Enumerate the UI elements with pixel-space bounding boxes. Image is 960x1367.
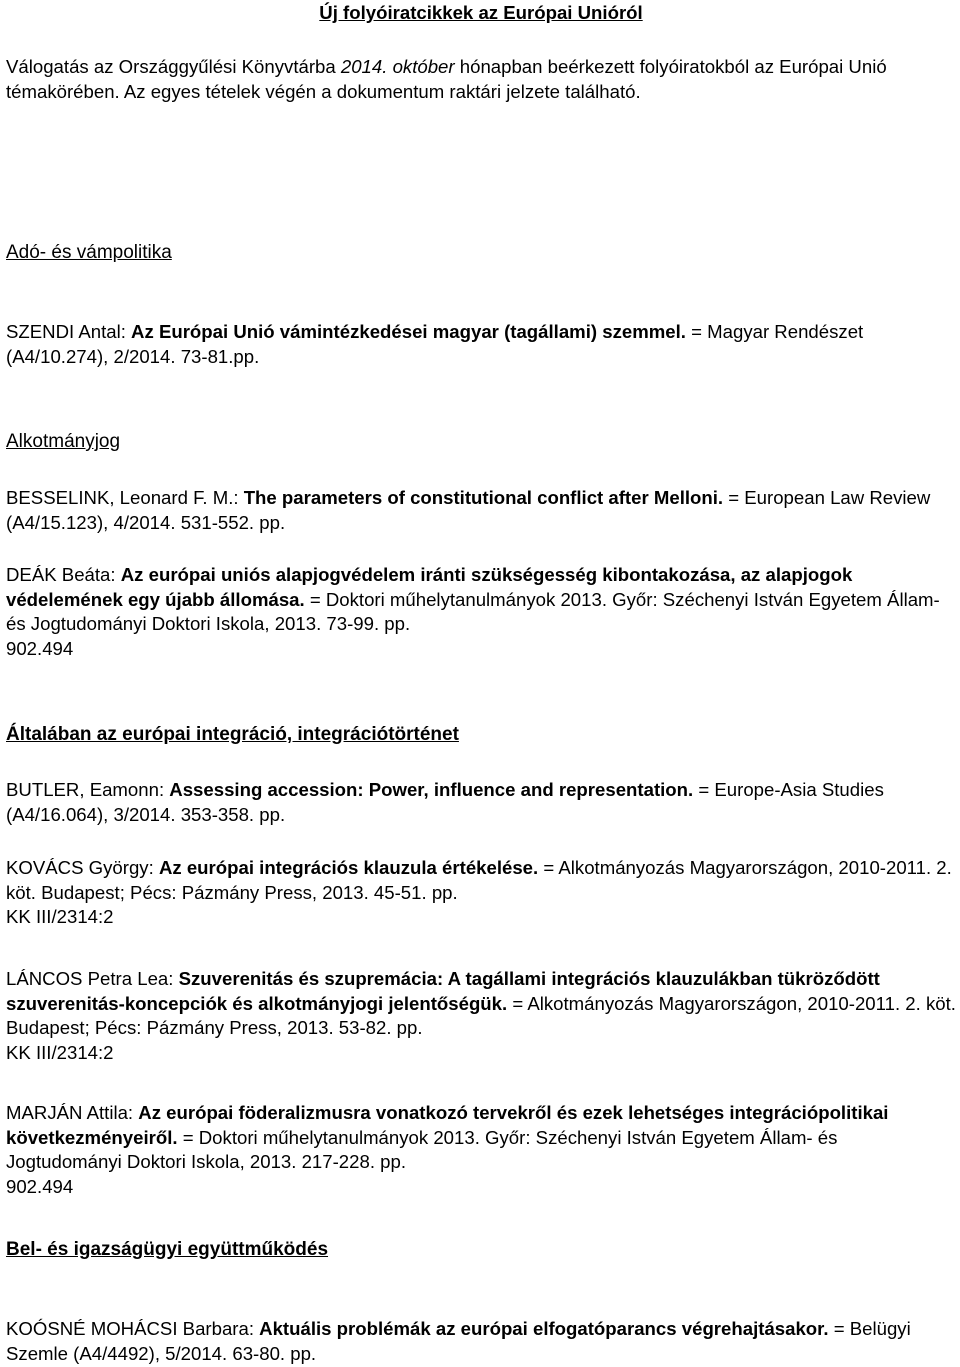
entry-source: = Alkotmányozás Magyarországon, 2010-2011. 2. köt. Budapest; Pécs: Pázmány Press, 2013. 45-51. pp. [6, 857, 952, 903]
entry-source: = Belügyi Szemle (A4/4492), 5/2014. 63-80. pp. [6, 1318, 911, 1364]
entry-title: The parameters of constitutional conflict after Melloni. [243, 487, 724, 508]
entry-title: Assessing accession: Power, influence and representation. [169, 779, 694, 800]
section-heading-alkotmanyjog: Alkotmányjog [6, 431, 121, 452]
entry-call-number: 902.494 [6, 1175, 74, 1197]
entry-call-number: KK III/2314:2 [6, 1041, 114, 1063]
entry-szendi [6, 320, 956, 369]
entry-call-number: KK III/2314:2 [6, 906, 114, 927]
entry-citation [6, 563, 956, 637]
entry-source: = Alkotmányozás Magyarországon, 2010-2011. 2. köt. Budapest; Pécs: Pázmány Press, 2013. 53-82. pp. [6, 992, 956, 1038]
entry-title: Az Európai Unió vámintézkedései magyar (tagállami) szemmel. [131, 321, 686, 342]
entry-title: Az európai uniós alapjogvédelem iránti szükségesség kibontakozása, az alapjogok védelemének egy újabb állomása. [6, 564, 853, 610]
entry-author: BESSELINK, Leonard F. M.: [6, 487, 244, 508]
entry-source: = Magyar Rendészet (A4/10.274), 2/2014. 73-81.pp. [6, 321, 864, 367]
section-heading-bel-igazsagugyi: Bel- és igazságügyi együttműködés [6, 1239, 329, 1260]
entry-title: Az európai föderalizmusra vonatkozó tervekről és ezek lehetséges integrációpolitikai következményeiről. [6, 1102, 889, 1148]
entry-title: Az európai integrációs klauzula értékelése. [158, 857, 539, 878]
intro-period: 2014. október [340, 56, 455, 77]
entry-kovacs [6, 856, 956, 930]
entry-koosne [6, 1317, 956, 1366]
entry-author: SZENDI Antal: [6, 321, 132, 342]
entry-author: LÁNCOS Petra Lea: [6, 968, 179, 989]
page-title: Új folyóiratcikkek az Európai Unióról [319, 2, 643, 23]
entry-citation [6, 856, 956, 905]
entry-citation [6, 967, 956, 1041]
entry-source: = Doktori műhelytanulmányok 2013. Győr: Széchenyi István Egyetem Állam- és Jogtudományi Doktori Iskola, 2013. 73-99. pp. [6, 588, 940, 634]
entry-author: KOVÁCS György: [6, 857, 159, 878]
entry-marjan [6, 1101, 956, 1199]
entry-citation [6, 1101, 956, 1175]
entry-source: = European Law Review (A4/15.123), 4/2014. 531-552. pp. [6, 487, 931, 533]
entry-butler [6, 778, 956, 827]
intro-text-1: Válogatás az Országgyűlési Könyvtárba [6, 56, 341, 77]
intro-paragraph [6, 55, 956, 104]
entry-source: = Doktori műhelytanulmányok 2013. Győr: Széchenyi István Egyetem Állam- és Jogtudományi Doktori Iskola, 2013. 217-228. pp. [6, 1126, 838, 1172]
entry-author: MARJÁN Attila: [6, 1102, 139, 1123]
entry-author: BUTLER, Eamonn: [6, 779, 170, 800]
entry-source: = Europe-Asia Studies (A4/16.064), 3/2014. 353-358. pp. [6, 779, 884, 825]
entry-call-number: 902.494 [6, 637, 74, 659]
intro-text-2: hónapban beérkezett folyóiratokból az Európai Unió témakörében. Az egyes tételek végén a dokumentum raktári jelzete található. [6, 56, 887, 102]
entry-deak [6, 563, 956, 661]
section-heading-ado-vampolitika: Adó- és vámpolitika [6, 242, 172, 263]
entry-title: Aktuális problémák az európai elfogatóparancs végrehajtásakor. [259, 1318, 829, 1339]
entry-title: Szuverenitás és szupremácia: A tagállami integrációs klauzulákban tükröződött szuverenitás-koncepciók és alkotmányjogi jelentőségük. [6, 968, 880, 1014]
entry-author: DEÁK Beáta: [6, 564, 121, 585]
section-heading-altalaban-integracio: Általában az európai integráció, integrációtörténet [6, 724, 459, 745]
entry-lancos [6, 967, 956, 1065]
entry-besselink [6, 486, 956, 535]
entry-author: KOÓSNÉ MOHÁCSI Barbara: [6, 1318, 260, 1339]
